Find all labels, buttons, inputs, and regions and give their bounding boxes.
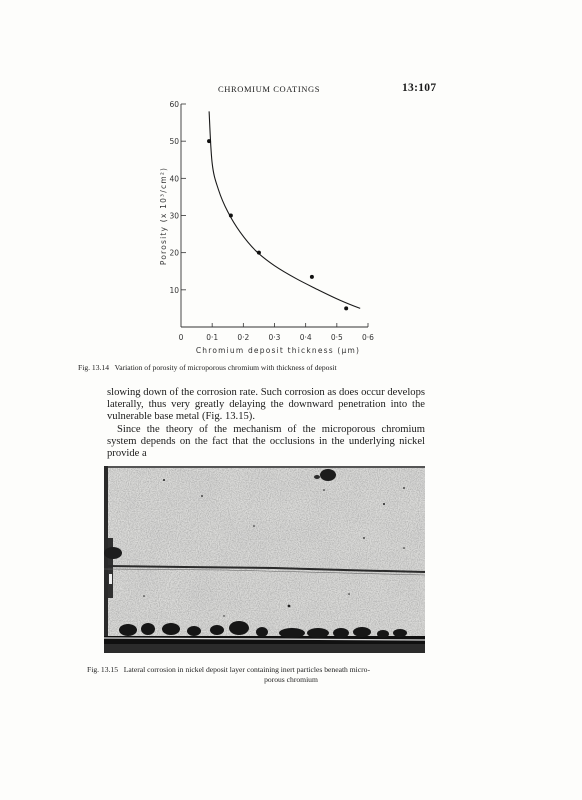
y-tick-label: 20 (169, 248, 179, 258)
x-tick-label: 0·6 (362, 333, 374, 342)
y-tick-label: 10 (169, 285, 179, 295)
data-point (310, 275, 314, 279)
micrograph-image (104, 466, 425, 653)
figure-13-15-caption-line-2: porous chromium (264, 675, 318, 684)
data-point (207, 139, 211, 143)
data-point (229, 214, 233, 218)
x-tick-label: 0·3 (268, 333, 281, 342)
y-axis-title: Porosity (x 10³/cm²) (159, 166, 168, 266)
fitted-curve (209, 111, 360, 308)
figure-13-14-caption: Fig. 13.14 Variation of porosity of microporous chromium with thickness of deposit (78, 363, 337, 372)
y-tick-label: 60 (169, 100, 179, 109)
data-point (344, 306, 348, 310)
data-point (257, 251, 261, 255)
figure-13-15-caption-line-1: Fig. 13.15 Lateral corrosion in nickel deposit layer containing inert particles beneath micro- (87, 665, 370, 674)
data-points (207, 139, 348, 310)
body-paragraph-2: Since the theory of the mechanism of the microporous chromium system depends on the fact that the occlusions in the underlying nickel provide a (107, 423, 425, 460)
x-tick-label: 0 (178, 333, 184, 342)
plot-area (169, 100, 374, 342)
y-tick-label: 40 (169, 174, 179, 184)
x-tick-label: 0·2 (237, 333, 250, 342)
x-axis-title: Chromium deposit thickness (µm) (195, 346, 361, 355)
x-ticks (179, 323, 375, 342)
page-number: 13:107 (402, 82, 437, 94)
body-text (107, 387, 425, 460)
porosity-chart (0, 0, 582, 370)
y-tick-label: 50 (169, 137, 179, 147)
y-ticks (169, 100, 186, 295)
x-tick-label: 0·1 (206, 333, 219, 342)
body-paragraph-1: slowing down of the corrosion rate. Such corrosion as does occur develops laterally, thus very greatly delaying the downward penetration into the vulnerable base metal (Fig. 13.15). (107, 387, 425, 423)
x-tick-label: 0·4 (299, 333, 312, 342)
y-tick-label: 30 (169, 211, 179, 221)
running-head: CHROMIUM COATINGS (218, 84, 321, 94)
x-tick-label: 0·5 (330, 333, 343, 342)
